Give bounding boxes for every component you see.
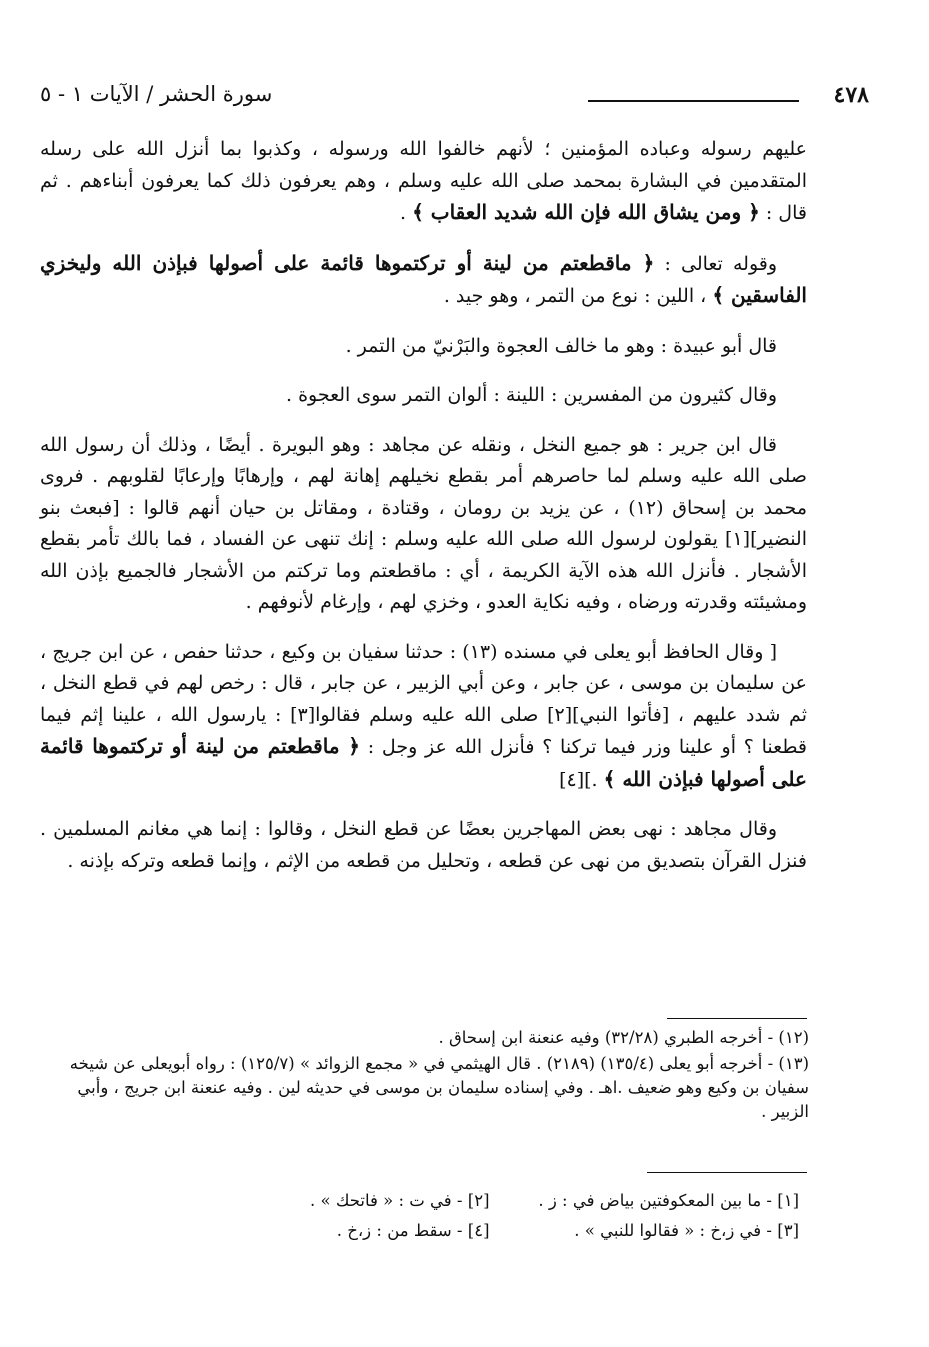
paragraph-text: . (399, 202, 413, 224)
paragraph (40, 134, 807, 230)
paragraph-text: وقال كثيرون من المفسرين : اللينة : ألوان التمر سوى العجوة . (285, 384, 777, 406)
paragraph-text: عليهم رسوله وعباده المؤمنين ؛ لأنهم خالفوا الله ورسوله ، وكذبوا بما أنزل الله على رسله المتقدمين في البشارة بمحمد صلى الله عليه وسلم ، وهم يعرفون ذلك كما يعرفون أبناءهم . ثم قال : (40, 138, 807, 224)
variant-row (180, 1216, 799, 1246)
footnote-12: (١٢) - أخرجه الطبري (٣٢/٢٨) وفيه عنعنة ابن إسحاق . (438, 1028, 809, 1047)
paragraph (40, 637, 807, 797)
footnote-13: (١٣) - أخرجه أبو يعلى (١٣٥/٤) (٢١٨٩) . قال الهيثمي في « مجمع الزوائد » (١٢٥/٧) : رواه أبويعلى عن شيخه سفيان بن وكيع وهو ضعيف .اهـ . وفي إسناده سليمان بن موسى في حديثه لين . وفيه عنعنة ابن جريج ، وأبي الزبير . (69, 1054, 809, 1121)
paragraph-text: وقال مجاهد : نهى بعض المهاجرين بعضًا عن قطع النخل ، وقالوا : إنما هي مغانم المسلمين . فنزل القرآن بتصديق من نهى عن قطعه ، وتحليل من قطعه من الإثم ، وإنما قطعه وتركه بإذنه . (40, 818, 807, 872)
variant-separator (647, 1172, 807, 1173)
paragraph-gap (40, 313, 807, 331)
paragraph (40, 430, 807, 619)
paragraph-gap (40, 412, 807, 430)
footnote-separator (667, 1018, 807, 1019)
running-title: سورة الحشر / الآيات ١ - ٥ (40, 82, 273, 106)
variant-note-2: [٢] - في ت : « فاتحك » . (309, 1191, 490, 1210)
paragraph-gap (40, 796, 807, 814)
variant-row (180, 1186, 799, 1216)
paragraph-text: قال ابن جرير : هو جميع النخل ، ونقله عن مجاهد : وهو البويرة . أيضًا ، وذلك أن رسول الله صلى الله عليه وسلم لما حاصرهم أمر بقطع نخيلهم إهانة لهم ، وإرهابًا وإرعابًا لقلوبهم . فروى محمد بن إسحاق (١٢) ، عن يزيد بن رومان ، وقتادة ، ومقاتل بن حيان أنهم قالوا : [فبعث بنو النضير][١] يقولون لرسول الله صلى الله عليه وسلم : إنك تنهى عن الفساد ، فما بالك تأمر بقطع الأشجار . فأنزل الله هذه الآية الكريمة ، أي : ماقطعتم وما تركتم من الأشجار فالجميع بإذن الله ومشيئته وقدرته ورضاه ، وفيه نكاية العدو ، وخزي لهم ، وإرغام لأنوفهم . (40, 433, 807, 613)
header-rule (588, 100, 799, 102)
page-number: ٤٧٨ (833, 82, 869, 108)
paragraph (40, 331, 807, 363)
paragraph-gap (40, 362, 807, 380)
paragraph-text: [ وقال الحافظ أبو يعلى في مسنده (١٣) : حدثنا سفيان بن وكيع ، حدثنا حفص ، عن ابن جريج ، عن سليمان بن موسى ، عن جابر ، وعن أبي الزبير ، عن جابر ، قال : رخص لهم في قطع النخل ، ثم شدد عليهم ، [فأتوا النبي][٢] صلى الله عليه وسلم فقالوا[٣] : يارسول الله ، علينا إثم فيما قطعنا ؟ أو علينا وزر فيما تركنا ؟ فأنزل الله عز وجل : (40, 640, 807, 758)
variant-note-3: [٣] - في ز،خ : « فقالوا للنبي » . (574, 1221, 799, 1240)
footnotes (40, 1026, 809, 1126)
variant-notes (180, 1186, 799, 1246)
paragraph-gap (40, 230, 807, 248)
paragraph-text: ، اللين : نوع من التمر ، وهو جيد . (443, 285, 713, 307)
paragraph (40, 814, 807, 877)
paragraph-gap (40, 619, 807, 637)
variant-note-4: [٤] - سقط من : ز،خ . (336, 1221, 490, 1240)
paragraph (40, 380, 807, 412)
quran-verse: ﴿ ماقطعتم من لينة أو تركتموها قائمة على أصولها فبإذن الله ﴾ (40, 734, 807, 791)
paragraph-text: قال أبو عبيدة : وهو ما خالف العجوة والبَرْنيّ من التمر . (345, 334, 777, 357)
paragraph (40, 248, 807, 313)
quran-verse: ﴿ ومن يشاق الله فإن الله شديد العقاب ﴾ (412, 200, 760, 224)
variant-note-1: [١] - ما بين المعكوفتين بياض في : ز . (538, 1191, 799, 1210)
paragraph-text: وقوله تعالى : (654, 252, 778, 275)
paragraph-text: .][٤] (559, 768, 604, 791)
quran-verse: ﴿ ماقطعتم من لينة أو تركتموها قائمة على أصولها فبإذن الله وليخزي الفاسقين ﴾ (40, 250, 807, 307)
main-text (40, 134, 807, 877)
page-header (40, 82, 869, 114)
